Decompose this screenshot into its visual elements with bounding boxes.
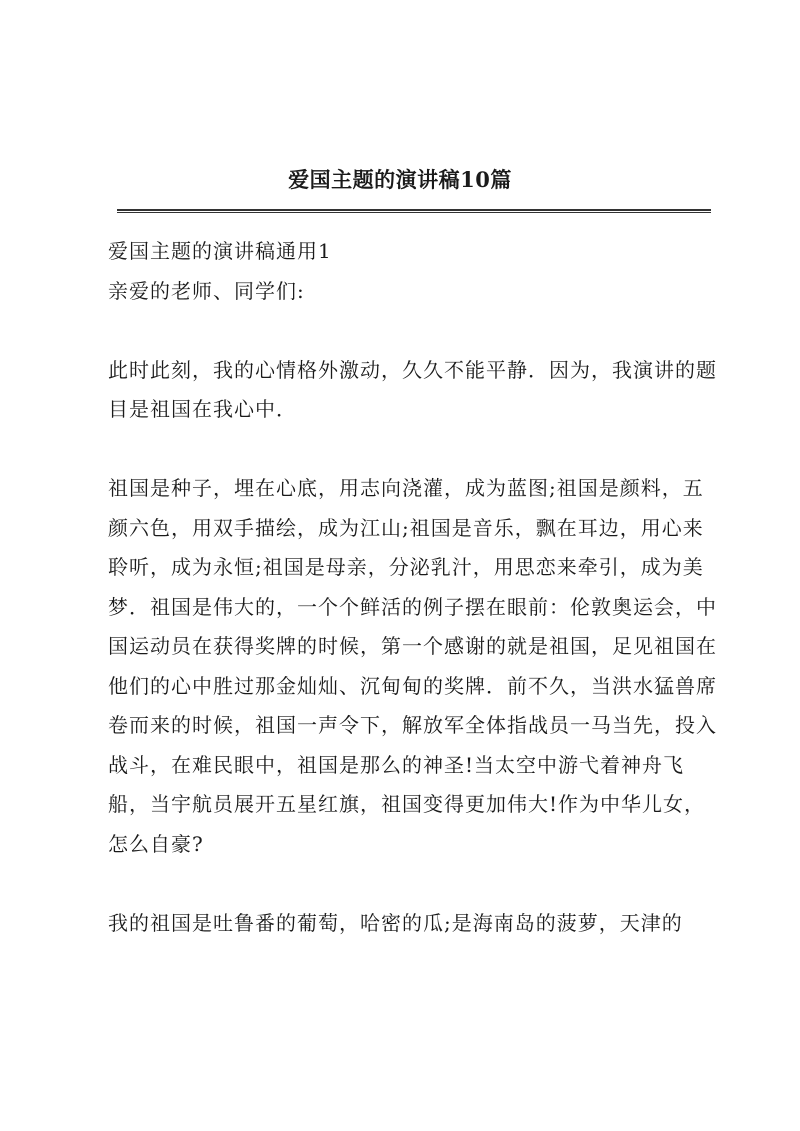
paragraph-2: 祖国是种子，埋在心底，用志向浇灌，成为蓝图;祖国是颜料，五颜六色，用双手描绘，成为江山;祖国是音乐，飘在耳边，用心来聆听，成为永恒;祖国是母亲，分泌乳汁，用思恋来牵引，成为美梦．祖国是伟大的，一个个鲜活的例子摆在眼前：伦敦奥运会，中国运动员在获得奖牌的时候，第一个感谢的就是祖国，足见祖国在他们的心中胜过那金灿灿、沉甸甸的奖牌．前不久，当洪水猛兽席卷而来的时候，祖国一声令下，解放军全体指战员一马当先，投入战斗，在难民眼中，祖国是那么的神圣!当太空中游弋着神舟飞船，当宇航员展开五星红旗，祖国变得更加伟大!作为中华儿女，怎么自豪?: [108, 476, 717, 856]
document-title: 爱国主题的演讲稿10篇: [288, 167, 512, 192]
paragraph-1: 此时此刻，我的心情格外激动，久久不能平静．因为，我演讲的题目是祖国在我心中．: [108, 357, 717, 421]
title-divider: [117, 209, 711, 213]
paragraph-gap: [108, 430, 718, 470]
greeting: 亲爱的老师、同学们:: [108, 278, 305, 303]
section-heading: 爱国主题的演讲稿通用1: [108, 239, 332, 263]
document-body: [108, 232, 718, 943]
paragraph-3: 我的祖国是吐鲁番的葡萄，哈密的瓜;是海南岛的菠萝，天津的: [108, 910, 683, 935]
paragraph-gap: [108, 864, 718, 904]
paragraph-gap: [108, 311, 718, 351]
